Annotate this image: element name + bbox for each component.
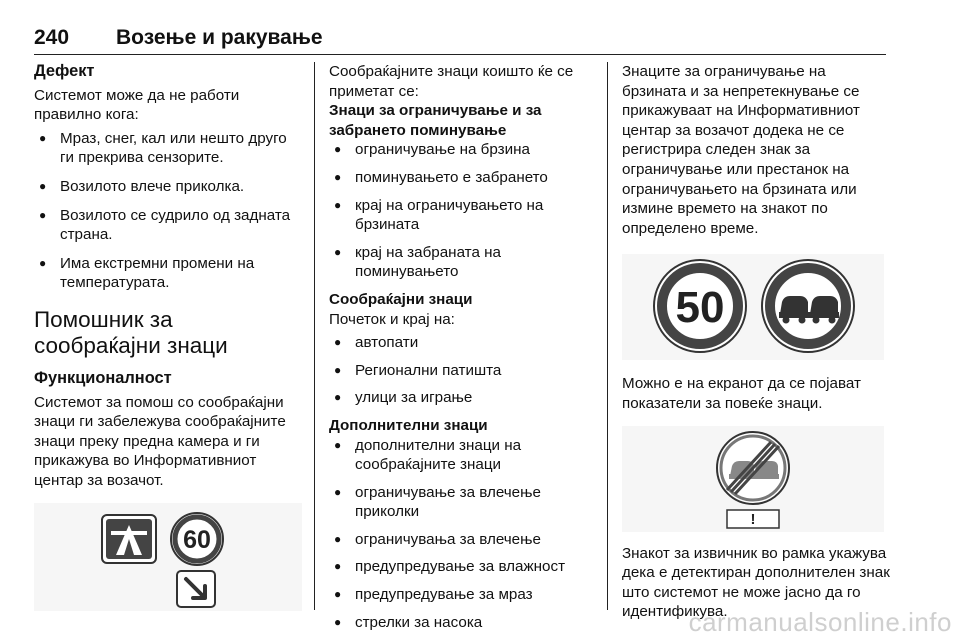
function-heading: Функционалност xyxy=(34,368,172,387)
list-item: ● дополнителни знаци на сообраќајните знаци xyxy=(329,436,601,475)
list-item: ● предупредување за мраз xyxy=(329,585,601,605)
column-1 xyxy=(34,62,304,611)
arrow-sign-icon xyxy=(177,571,215,607)
list-item: ● крај на забраната на поминувањето xyxy=(329,243,601,282)
signs-intro: Сообраќајните знаци коишто ќе се приметат се: xyxy=(329,63,574,100)
supplementary-plate-icon xyxy=(727,510,779,528)
list-item: ● Возилото влече приколка. xyxy=(34,177,304,197)
speed-value: 50 xyxy=(675,283,725,333)
limits-heading: Знаци за ограничување и за забрането поминување xyxy=(329,102,542,139)
paragraph-exclamation: Знакот за извичник во рамка укажува дека е детектиран дополнителен знак што системот не може јасно да го идентификува. xyxy=(622,544,890,621)
figure-speed-and-no-overtaking xyxy=(622,254,884,360)
speed-and-no-overtaking-illustration xyxy=(622,254,884,360)
function-text: Системот за помош со сообраќајни знаци ги забележува сообраќајните знаци преку предна камера и ги прикажува во Информативниот центар за возачот. xyxy=(34,393,286,489)
list-item: ● Има екстремни промени на температурата. xyxy=(34,254,304,293)
running-title: Возење и ракување xyxy=(116,26,323,49)
column-3 xyxy=(622,62,890,622)
list-item: ● Мраз, снег, кал или нешто друго ги прекрива сензорите. xyxy=(34,129,304,168)
list-item: ● Возилото се судрило од задната страна. xyxy=(34,206,304,245)
traffic-heading: Сообраќајни знаци xyxy=(329,290,473,308)
list-item: ● стрелки за насока xyxy=(329,613,601,633)
extra-list xyxy=(329,436,601,633)
paragraph-limits-display: Знаците за ограничување на брзината и за непретекнување се прикажуваат на Информативниот центар за возачот додека не се регистрира следен знак за ограничување или престанок на ограничувањето на брзината или измине времето на знакот по определено време. xyxy=(622,63,860,237)
page-header xyxy=(34,26,886,55)
defect-intro: Системот може да не работи правилно кога: xyxy=(34,86,240,124)
exclamation-mark: ! xyxy=(750,510,756,528)
figure-end-no-overtaking xyxy=(622,426,884,532)
traffic-intro: Почеток и крај на: xyxy=(329,310,455,328)
speed-limit-sign-icon xyxy=(171,513,223,565)
list-item: ● ограничувања за влечење xyxy=(329,530,601,550)
list-item: ● улици за играње xyxy=(329,388,601,408)
defect-heading: Дефект xyxy=(34,62,95,80)
traffic-signs-illustration xyxy=(34,503,302,611)
watermark: carmanualsonline.info xyxy=(688,607,952,637)
end-no-overtaking-illustration xyxy=(622,426,884,532)
column-divider-2 xyxy=(607,62,608,610)
figure-traffic-signs xyxy=(34,503,302,611)
end-no-overtaking-sign-icon xyxy=(717,432,789,504)
column-divider-1 xyxy=(314,62,315,610)
limits-list xyxy=(329,140,601,282)
traffic-list xyxy=(329,333,601,408)
list-item: ● предупредување за влажност xyxy=(329,557,601,577)
section-title: Помошник за сообраќајни знаци xyxy=(34,306,228,358)
defect-list xyxy=(34,129,304,293)
no-overtaking-sign-icon xyxy=(762,260,854,352)
list-item: ● ограничување на брзина xyxy=(329,140,601,160)
speed-limit-sign-icon xyxy=(654,260,746,352)
list-item: ● Регионални патишта xyxy=(329,361,601,381)
motorway-sign-icon xyxy=(102,515,156,563)
list-item: ● ограничување за влечење приколки xyxy=(329,483,601,522)
page-number: 240 xyxy=(34,26,70,49)
column-2 xyxy=(329,62,601,640)
speed-value: 60 xyxy=(183,525,211,554)
list-item: ● поминувањето е забрането xyxy=(329,168,601,188)
paragraph-multiple-signs: Можно е на екранот да се појават показатели за повеќе знаци. xyxy=(622,375,861,412)
list-item: ● автопати xyxy=(329,333,601,353)
list-item: ● крај на ограничувањето на брзината xyxy=(329,196,601,235)
extra-heading: Дополнителни знаци xyxy=(329,416,488,434)
